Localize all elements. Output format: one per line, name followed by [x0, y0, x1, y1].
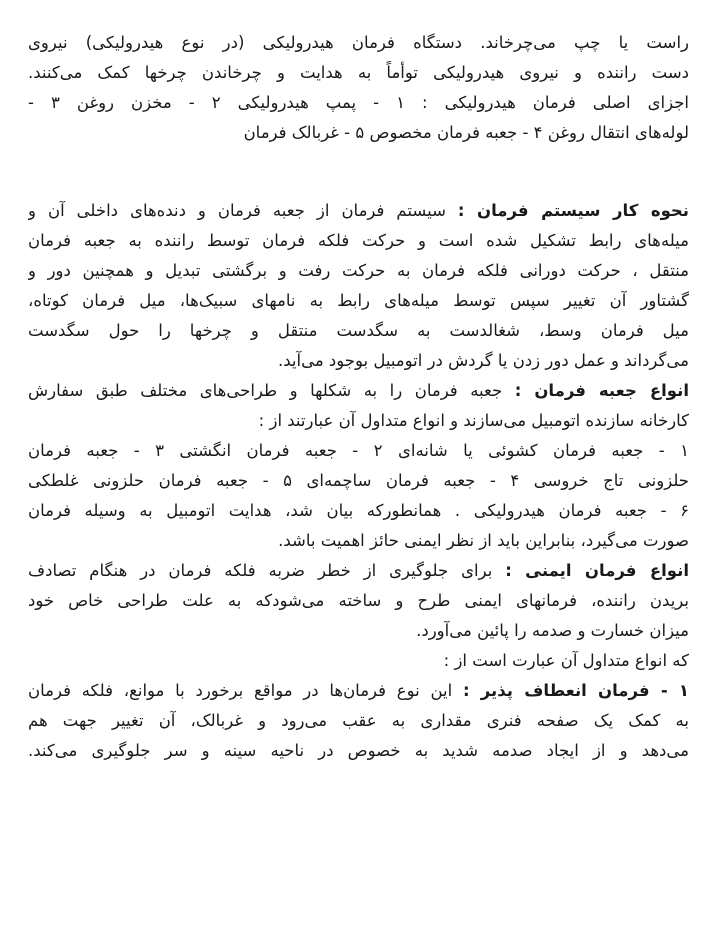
text-line	[28, 676, 689, 706]
text-line: صورت می‌گیرد، بنابراین باید از نظر ایمنی حائز اهمیت باشد.	[278, 531, 689, 550]
text-run: این نوع فرمان‌ها در مواقع برخورد با موانع، فلکه فرمان	[28, 681, 463, 700]
text-line: ۱ - جعبه فرمان کشوئی یا شانه‌ای ۲ - جعبه فرمان انگشتی ۳ - جعبه فرمان	[28, 441, 689, 460]
paragraph-steering-box-types	[28, 376, 689, 556]
text-line: کارخانه سازنده اتومبیل می‌سازند و انواع متداول آن عبارتند از :	[258, 411, 689, 430]
text-line: دست راننده و نیروی هیدرولیکی توأماً به هدایت و چرخاندن چرخها کمک می‌کنند.	[28, 63, 689, 82]
text-line: لوله‌های انتقال روغن ۴ - جعبه فرمان مخصوص ۵ - غربالک فرمان	[243, 123, 689, 142]
document-page	[28, 28, 689, 951]
paragraph-how-steering-works	[28, 196, 689, 376]
text-line: گشتاور آن تغییر سپس توسط میله‌های رابط به نامهای سبیک‌ها، میل فرمان کوتاه،	[28, 291, 689, 310]
text-run: جعبه فرمان را به شکلها و طراحی‌های مختلف طبق سفارش	[28, 381, 515, 400]
text-line: راست یا چپ می‌چرخاند. دستگاه فرمان هیدرولیکی (در نوع هیدرولیکی) نیروی	[28, 33, 689, 52]
text-line	[28, 196, 689, 226]
paragraph-hydraulic-steering	[28, 28, 689, 148]
text-line	[28, 376, 689, 406]
text-line	[28, 556, 689, 586]
paragraph-gap	[28, 148, 689, 196]
section-heading: نحوه کار سیستم فرمان :	[457, 201, 689, 220]
section-heading: ۱ - فرمان انعطاف پذیر :	[462, 681, 689, 700]
text-line: که انواع متداول آن عبارت است از :	[443, 651, 689, 670]
text-line: ۶ - جعبه فرمان هیدرولیکی . همانطورکه بیان شد، هدایت اتومبیل به وسیله فرمان	[28, 501, 689, 520]
paragraph-safety-steering-types	[28, 556, 689, 676]
text-line: میزان خسارت و صدمه را پائین می‌آورد.	[416, 621, 689, 640]
text-line: اجزای اصلی فرمان هیدرولیکی : ۱ - پمپ هیدرولیکی ۲ - مخزن روغن ۳ -	[28, 93, 689, 112]
text-line: منتقل ، حرکت دورانی فلکه فرمان به حرکت رفت و برگشتی تبدیل و همچنین دور و	[28, 261, 689, 280]
section-heading: انواع فرمان ایمنی :	[505, 561, 689, 580]
text-line: می‌دهد و از ایجاد صدمه شدید به خصوص در ناحیه سینه و سر جلوگیری می‌کند.	[28, 741, 689, 760]
text-run: سیستم فرمان از جعبه فرمان و دنده‌های داخلی آن و	[28, 201, 458, 220]
text-line: می‌گرداند و عمل دور زدن یا گردش در اتومبیل بوجود می‌آید.	[278, 351, 689, 370]
text-run: برای جلوگیری از خطر ضربه فلکه فرمان در هنگام تصادف	[28, 561, 506, 580]
paragraph-flexible-steering	[28, 676, 689, 766]
text-line: بریدن راننده، فرمانهای ایمنی طرح و ساخته می‌شودکه به علت طراحی خاص خود	[28, 591, 689, 610]
text-line: حلزونی تاج خروسی ۴ - جعبه فرمان ساچمه‌ای ۵ - جعبه فرمان حلزونی غلطکی	[28, 471, 689, 490]
text-line: به کمک یک صفحه فنری مقداری به عقب می‌رود و غربالک، آن تغییر جهت هم	[28, 711, 689, 730]
text-line: میل فرمان وسط، شغالدست به سگدست منتقل و چرخها را حول سگدست	[28, 321, 689, 340]
section-heading: انواع جعبه فرمان :	[514, 381, 689, 400]
text-line: میله‌های رابط تشکیل شده است و حرکت فلکه فرمان توسط راننده به جعبه فرمان	[28, 231, 689, 250]
